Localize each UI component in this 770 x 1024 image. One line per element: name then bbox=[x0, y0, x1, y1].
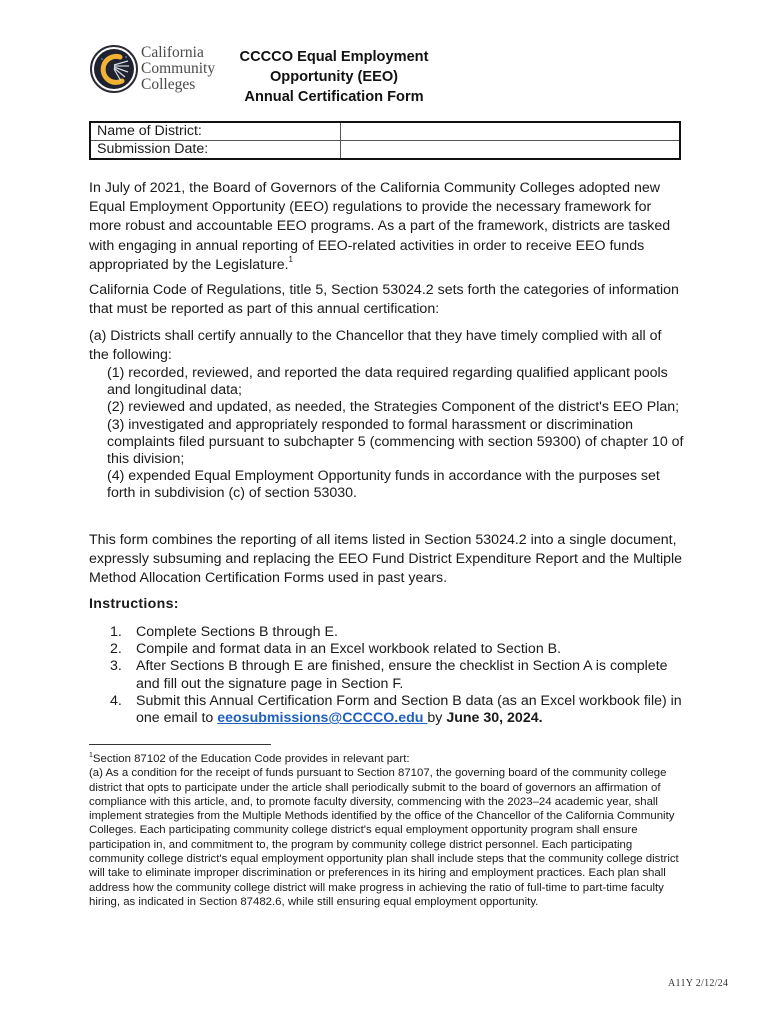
document-id: A11Y 2/12/24 bbox=[668, 978, 729, 989]
logo-line: Colleges bbox=[141, 76, 196, 93]
district-name-field[interactable] bbox=[340, 122, 680, 141]
intro-paragraph bbox=[89, 179, 685, 275]
title-line-2: Annual Certification Form bbox=[244, 89, 424, 105]
district-name-label: Name of District: bbox=[90, 122, 340, 141]
list-item: (2) reviewed and updated, as needed, the Strategies Component of the district's EEO Plan; bbox=[107, 399, 680, 416]
regulations-paragraph: California Code of Regulations, title 5, Section 53024.2 sets forth the categories of information that must be reported as part of this annual certification: bbox=[89, 282, 679, 318]
table-row bbox=[90, 122, 680, 141]
subsection-a-list bbox=[107, 365, 687, 503]
list-item bbox=[110, 658, 690, 692]
college-seal-icon bbox=[90, 45, 138, 93]
footnote-marker: 1 bbox=[89, 752, 93, 759]
page-header bbox=[89, 42, 689, 105]
footnote-heading bbox=[89, 752, 689, 766]
logo-line: California bbox=[141, 44, 204, 61]
list-text: Complete Sections B through E. bbox=[136, 624, 338, 640]
list-item: (4) expended Equal Employment Opportunity funds in accordance with the purposes set forth in subdivision (c) of section 53030. bbox=[107, 468, 660, 502]
list-number: 2. bbox=[110, 641, 122, 658]
list-item bbox=[110, 693, 690, 727]
submission-date-field[interactable] bbox=[340, 141, 680, 160]
email-link[interactable]: eeosubmissions@CCCCO.edu bbox=[217, 710, 428, 727]
list-text: Compile and format data in an Excel workbook related to Section B. bbox=[136, 641, 562, 658]
list-number: 3. bbox=[110, 658, 122, 675]
logo-line: Community bbox=[141, 60, 216, 77]
instructions-heading: Instructions: bbox=[89, 596, 179, 612]
submission-date-label: Submission Date: bbox=[90, 141, 340, 160]
form-title bbox=[199, 47, 469, 107]
list-text: by bbox=[427, 710, 447, 727]
footnote-ref[interactable]: 1 bbox=[288, 254, 293, 264]
list-text: Submit this Annual Certification Form and Section B data (as an Excel workbook file) in one email to bbox=[136, 692, 682, 727]
instructions-list bbox=[110, 624, 690, 727]
subsection-a-paragraph: (a) Districts shall certify annually to the Chancellor that they have timely complied with all of the following: bbox=[89, 328, 662, 364]
combines-paragraph: This form combines the reporting of all items listed in Section 53024.2 into a single document, expressly subsuming and replacing the EEO Fund District Expenditure Report and the Multiple Method Allocation Certification Forms used in past years. bbox=[89, 532, 683, 587]
list-item: (3) investigated and appropriately responded to formal harassment or discrimination complaints filed pursuant to subchapter 5 (commencing with section 59300) of chapter 10 of this division; bbox=[107, 416, 684, 468]
intro-text: In July of 2021, the Board of Governors of the California Community Colleges adopted new Equal Employment Opportunity (EEO) regulations to provide the necessary framework for more robust and accountable EEO programs. As a part of the framework, districts are tasked with engaging in annual reporting of EEO-related activities in order to receive EEO funds appropriated by the Legislature. bbox=[89, 180, 671, 273]
list-item bbox=[110, 624, 690, 641]
district-info-table bbox=[89, 121, 681, 160]
list-item: (1) recorded, reviewed, and reported the data required regarding qualified applicant pools and longitudinal data; bbox=[107, 365, 668, 399]
list-text: After Sections B through E are finished, ensure the checklist in Section A is complete and fill out the signature page in Section F. bbox=[136, 658, 668, 692]
table-row bbox=[90, 141, 680, 160]
list-item bbox=[110, 641, 690, 658]
footnote-text: (a) As a condition for the receipt of funds pursuant to Section 87107, the governing board of the community college district that opts to participate under the article shall periodically submit to the board of governors an affirmation of compliance with this article, and, to promote faculty diversity, commencing with the 2023–24 academic year, shall implement strategies from the Multiple Methods identified by the office of the Chancellor of the California Community Colleges. Each participating community college district's equal employment opportunity program shall ensure participation in, and commitment to, the program by community college district personnel. Each participating community college district's equal employment opportunity plan shall include steps that the community college district will take to eliminate improper discrimination or preferences in its hiring and employment practices. Each plan shall address how the community college district will make progress in achieving the ratio of full-time to part-time faculty hiring, as indicated in Section 87482.6, while still ensuring equal employment opportunity. bbox=[89, 767, 679, 908]
footnote bbox=[89, 752, 689, 909]
title-line-1: CCCCO Equal Employment Opportunity (EEO) bbox=[239, 49, 429, 85]
footnote-divider bbox=[89, 744, 271, 745]
deadline-date: June 30, 2024. bbox=[446, 710, 543, 727]
list-number: 1. bbox=[110, 624, 122, 640]
footnote-heading-text: Section 87102 of the Education Code provides in relevant part: bbox=[92, 753, 410, 765]
list-number: 4. bbox=[110, 692, 122, 709]
